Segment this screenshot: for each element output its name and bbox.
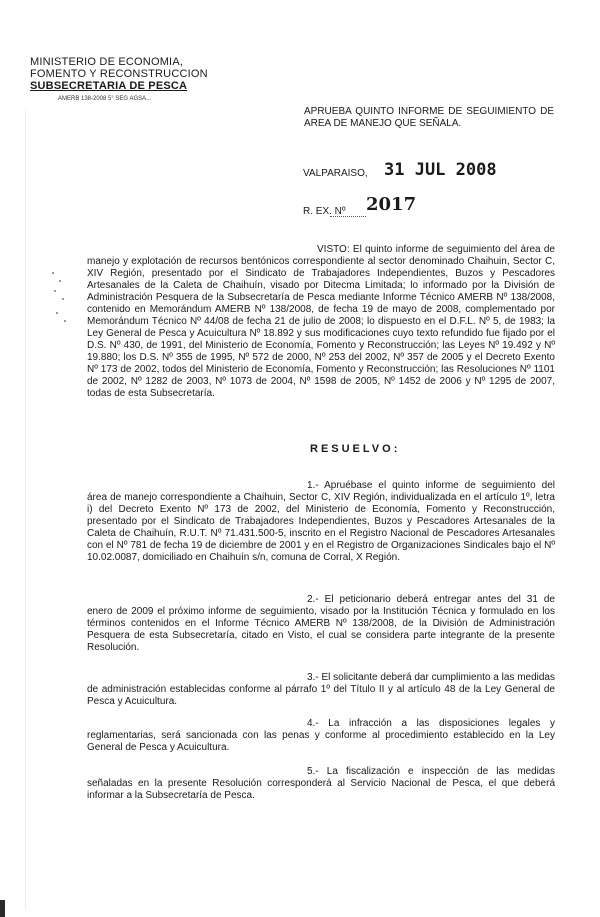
date-stamp: 31 JUL 2008 (384, 160, 497, 180)
article-5-text: 5.- La fiscalización e inspección de las medidas señaladas en la presente Resolución corresponderá al Servicio Nacional de Pesca, el que deberá informar a la Subsecretaría de Pesca. (87, 766, 555, 801)
article-3-text: 3.- El solicitante deberá dar cumplimiento a las medidas de administración establecidas conforme al párrafo 1º del Título II y al artículo 48 de la Ley General de Pesca y Acuicultura. (87, 672, 555, 707)
article-5 (87, 766, 555, 802)
rex-underline (330, 216, 366, 217)
scan-edge-mark (0, 900, 5, 917)
resuelvo-heading: RESUELVO: (310, 443, 401, 455)
rex-number: 2017 (366, 194, 417, 215)
ministry-line-2: FOMENTO Y RECONSTRUCCION (30, 68, 208, 80)
visto-text: VISTO: El quinto informe de seguimiento del área de manejo y explotación de recursos bentónicos correspondiente al sector denominado Chaihuin, Sector C, XIV Región, presentado por el Sindicato de Trabajadores Independientes, Buzos y Pescadores Artesanales de la Caleta de Chaihuín, visado por Ditecma Limitada; lo informado por la División de Administración Pesquera de la Subsecretaría de Pesca mediante Informe Técnico AMERB Nº 138/2008, contenido en Memorándum AMERB Nº 138/2008, de fecha 19 de mayo de 2008, complementado por Memorándum Técnico Nº 44/08 de fecha 21 de julio de 2008; lo dispuesto en el D.F.L. Nº 5, de 1983; la Ley General de Pesca y Acuicultura Nº 18.892 y sus modificaciones cuyo texto refundido fue fijado por el D.S. Nº 430, de 1991, del Ministerio de Economía, Fomento y Reconstrucción; las Leyes Nº 19.492 y Nº 19.880; los D.S. Nº 355 de 1995, Nº 572 de 2000, Nº 253 del 2002, Nº 357 de 2005 y el Decreto Exento Nº 173 de 2002, todos del Ministerio de Economía, Fomento y Reconstrucción; las Resoluciones Nº 1101 de 2002, Nº 1282 de 2003, Nº 1073 de 2004, Nº 1598 de 2005, Nº 1452 de 2006 y Nº 1295 de 2007, todas de esta Subsecretaría. (87, 244, 555, 399)
page-margin-shadow (25, 110, 28, 910)
visto-paragraph (87, 244, 555, 400)
ministry-header (30, 56, 208, 92)
article-1 (87, 480, 555, 564)
ministry-line-3: SUBSECRETARIA DE PESCA (30, 80, 188, 92)
article-3 (87, 672, 555, 708)
article-2-text: 2.- El peticionario deberá entregar antes del 31 de enero de 2009 el próximo informe de seguimiento, visado por la Institución Técnica y formulado en los términos contenidos en el Informe Técnico AMERB Nº 138/2008, de la División de Administración Pesquera de esta Subsecretaría, citado en Visto, el cual se considera parte integrante de la presente Resolución. (87, 594, 555, 653)
subject-text: APRUEBA QUINTO INFORME DE SEGUIMIENTO DE AREA DE MANEJO QUE SEÑALA. (304, 106, 554, 129)
document-code: AMERB 138-2008 5° SEG AGSA... (58, 96, 152, 102)
article-4 (87, 718, 555, 754)
margin-marks (50, 268, 68, 328)
rex-label: R. EX. Nº (303, 206, 346, 217)
place-label: VALPARAISO, (303, 168, 368, 179)
article-1-text: 1.- Apruébase el quinto informe de seguimiento del área de manejo correspondiente a Chaihuin, Sector C, XIV Región, individualizada en el artículo 1º, letra i) del Decreto Exento Nº 173 de 2002, del Ministerio de Economía, Fomento y Reconstrucción, presentado por el Sindicato de Trabajadores Independientes, Buzos y Pescadores Artesanales de la Caleta de Chaihuín, R.U.T. Nº 71.431.500-5, inscrito en el Registro Nacional de Pescadores Artesanales con el Nº 781 de fecha 19 de diciembre de 2001 y en el Registro de Organizaciones Sindicales bajo el Nº 10.02.0087, domiciliado en Chaihuín s/n, comuna de Corral, X Región. (87, 480, 555, 563)
ministry-line-1: MINISTERIO DE ECONOMIA, (30, 56, 184, 68)
article-2 (87, 594, 555, 654)
article-4-text: 4.- La infracción a las disposiciones legales y reglamentarias, será sancionada con las penas y conforme al procedimiento establecido en la Ley General de Pesca y Acuicultura. (87, 718, 555, 753)
